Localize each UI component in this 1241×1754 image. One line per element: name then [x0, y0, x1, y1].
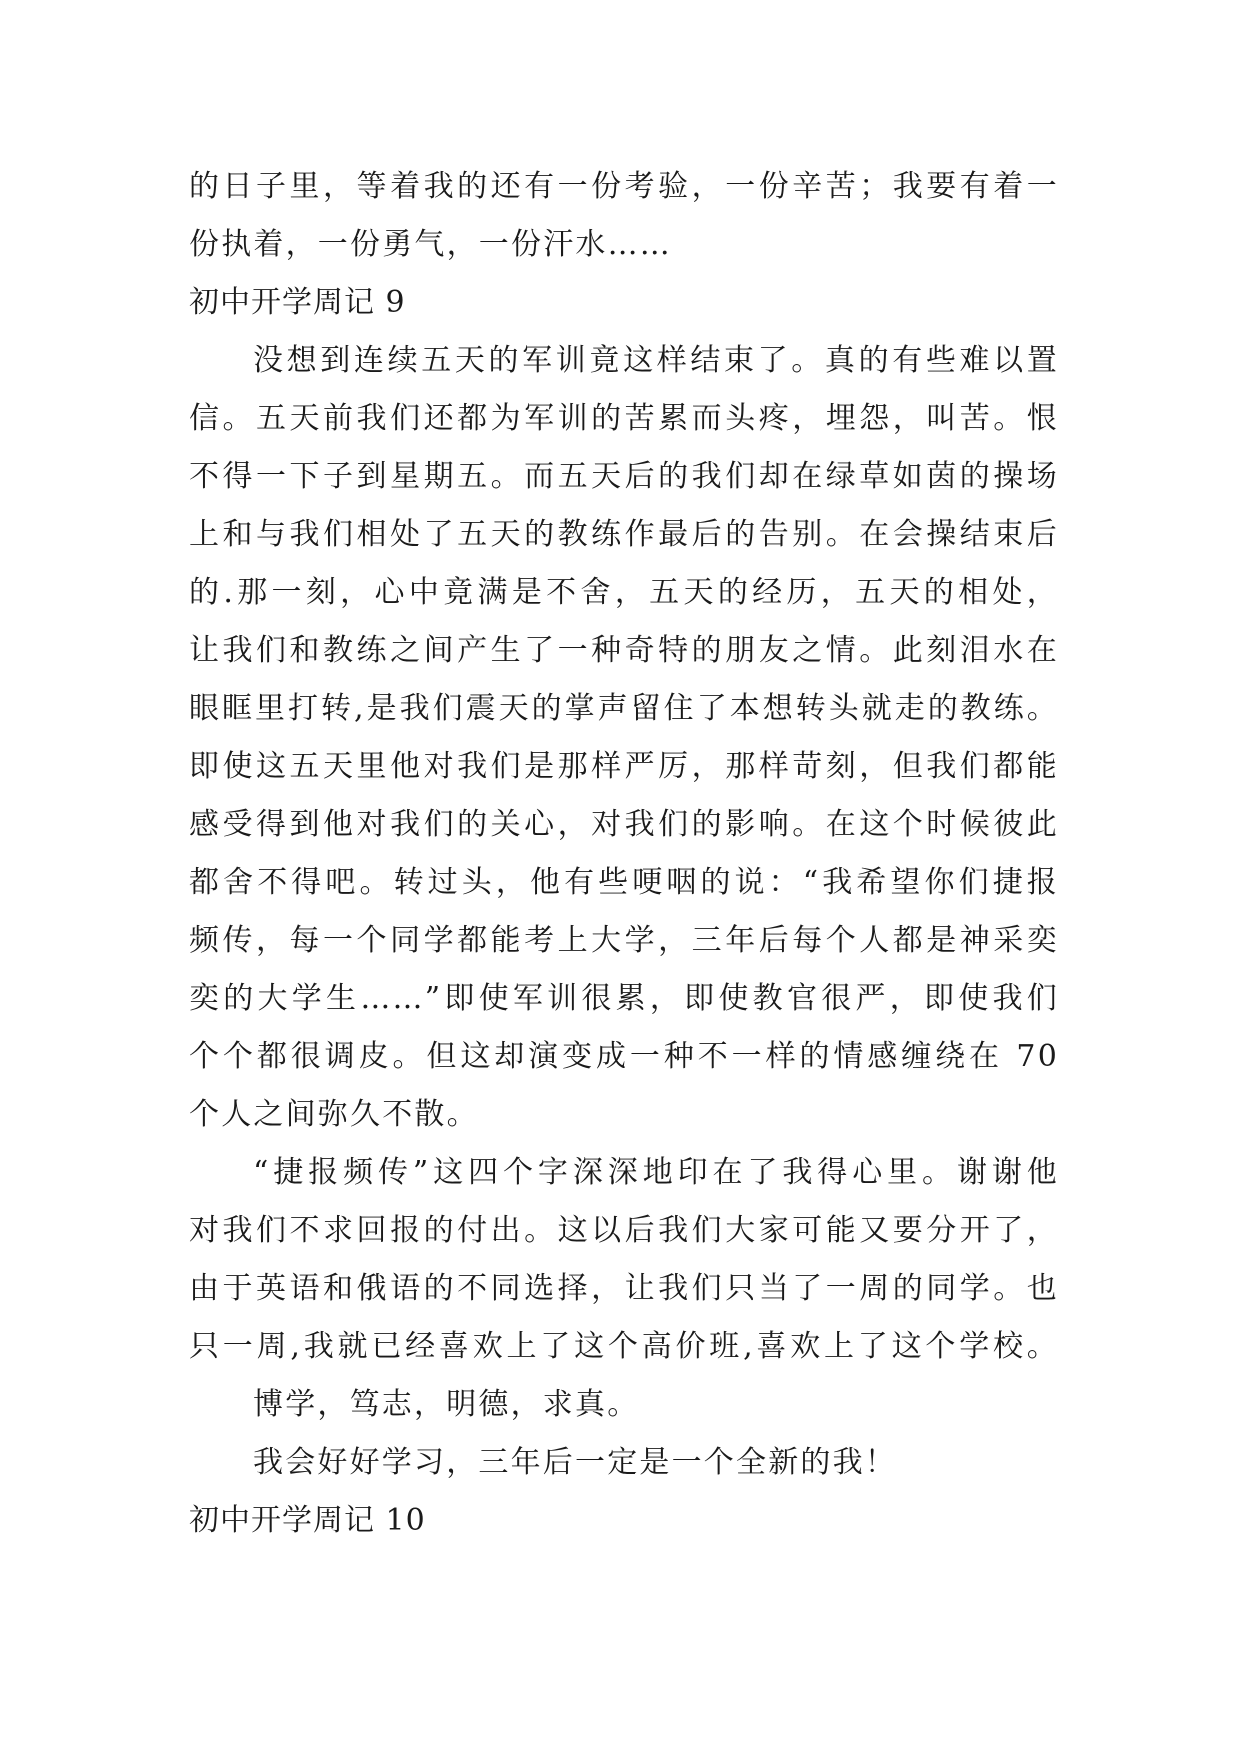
paragraph-line: 的.那一刻，心中竟满是不舍，五天的经历，五天的相处，	[189, 575, 1059, 610]
paragraph-line: 眼眶里打转,是我们震天的掌声留住了本想转头就走的教练。	[189, 691, 1059, 726]
document-body	[189, 158, 1059, 1550]
paragraph-line: 上和与我们相处了五天的教练作最后的告别。在会操结束后	[189, 517, 1059, 552]
paragraph-line: 频传，每一个同学都能考上大学，三年后每个人都是神采奕	[189, 923, 1059, 958]
section-heading: 初中开学周记 10	[189, 1503, 426, 1538]
paragraph-line: 只一周,我就已经喜欢上了这个高价班,喜欢上了这个学校。	[189, 1329, 1059, 1364]
paragraph-line: 个人之间弥久不散。	[189, 1097, 479, 1132]
paragraph-line: 感受得到他对我们的关心，对我们的影响。在这个时候彼此	[189, 807, 1059, 842]
section-heading: 初中开学周记 9	[189, 285, 406, 320]
paragraph-line: 对我们不求回报的付出。这以后我们大家可能又要分开了，	[189, 1213, 1059, 1248]
paragraph-line: 份执着，一份勇气，一份汗水……	[189, 227, 672, 262]
paragraph-line: 都舍不得吧。转过头，他有些哽咽的说：“我希望你们捷报	[189, 865, 1059, 900]
paragraph-line: 信。五天前我们还都为军训的苦累而头疼，埋怨，叫苦。恨	[189, 401, 1059, 436]
paragraph-line: “捷报频传”这四个字深深地印在了我得心里。谢谢他	[253, 1155, 1059, 1190]
paragraph-line: 的日子里，等着我的还有一份考验，一份辛苦；我要有着一	[189, 169, 1059, 204]
paragraph-line: 让我们和教练之间产生了一种奇特的朋友之情。此刻泪水在	[189, 633, 1059, 668]
paragraph-line: 由于英语和俄语的不同选择，让我们只当了一周的同学。也	[189, 1271, 1059, 1306]
paragraph-line: 没想到连续五天的军训竟这样结束了。真的有些难以置	[253, 343, 1059, 378]
paragraph-line: 奕的大学生……”即使军训很累，即使教官很严，即使我们	[189, 981, 1059, 1016]
paragraph-line: 不得一下子到星期五。而五天后的我们却在绿草如茵的操场	[189, 459, 1059, 494]
paragraph-line: 博学，笃志，明德，求真。	[253, 1387, 640, 1422]
paragraph-line: 我会好好学习，三年后一定是一个全新的我！	[253, 1445, 897, 1480]
paragraph-line: 即使这五天里他对我们是那样严厉，那样苛刻，但我们都能	[189, 749, 1059, 784]
paragraph-line: 个个都很调皮。但这却演变成一种不一样的情感缠绕在 70	[189, 1039, 1059, 1074]
